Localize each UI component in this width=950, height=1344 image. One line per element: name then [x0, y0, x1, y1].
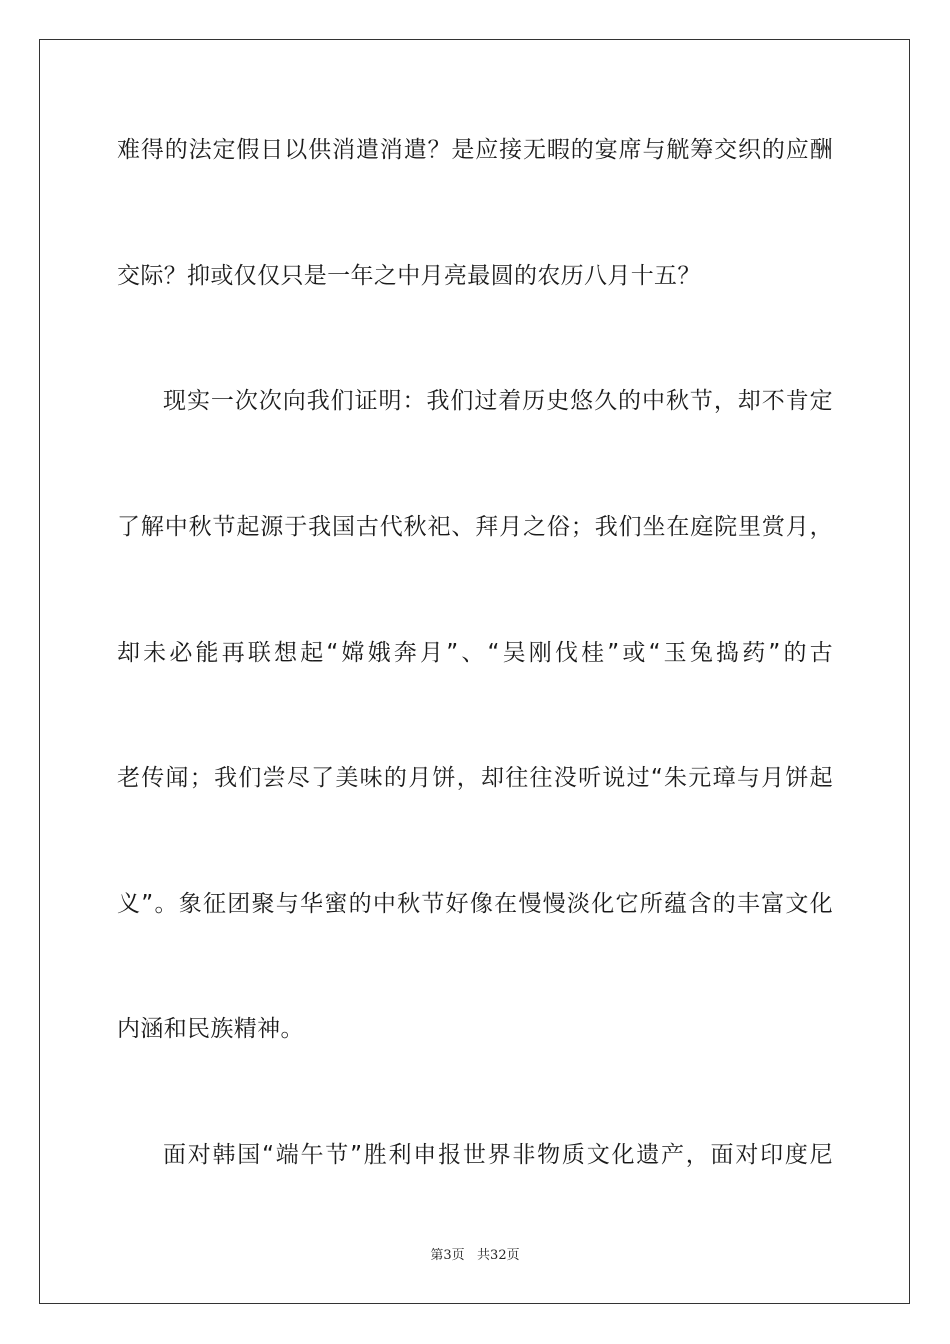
- body-text-line: 了解中秋节起源于我国古代秋祀、拜月之俗；我们坐在庭院里赏月，: [117, 514, 833, 540]
- body-text-line: 交际？抑或仅仅只是一年之中月亮最圆的农历八月十五？: [117, 263, 701, 289]
- page-number-footer: 第3页 共32页: [430, 1248, 520, 1263]
- paragraph-first-line: 面对韩国“端午节”胜利申报世界非物质文化遗产，面对印度尼: [163, 1142, 833, 1168]
- body-text-line: 老传闻；我们尝尽了美味的月饼，却往往没听说过“朱元璋与月饼起: [117, 765, 833, 791]
- body-text-line: 却未必能再联想起“嫦娥奔月”、“吴刚伐桂”或“玉兔捣药”的古: [117, 640, 833, 666]
- page-border: [39, 39, 910, 1304]
- body-text-line: 内涵和民族精神。: [117, 1016, 304, 1042]
- body-text-line: 义”。象征团聚与华蜜的中秋节好像在慢慢淡化它所蕴含的丰富文化: [117, 891, 833, 917]
- body-text-line: 难得的法定假日以供消遣消遣？是应接无暇的宴席与觥筹交织的应酬: [117, 137, 833, 163]
- paragraph-first-line: 现实一次次向我们证明：我们过着历史悠久的中秋节，却不肯定: [163, 388, 833, 414]
